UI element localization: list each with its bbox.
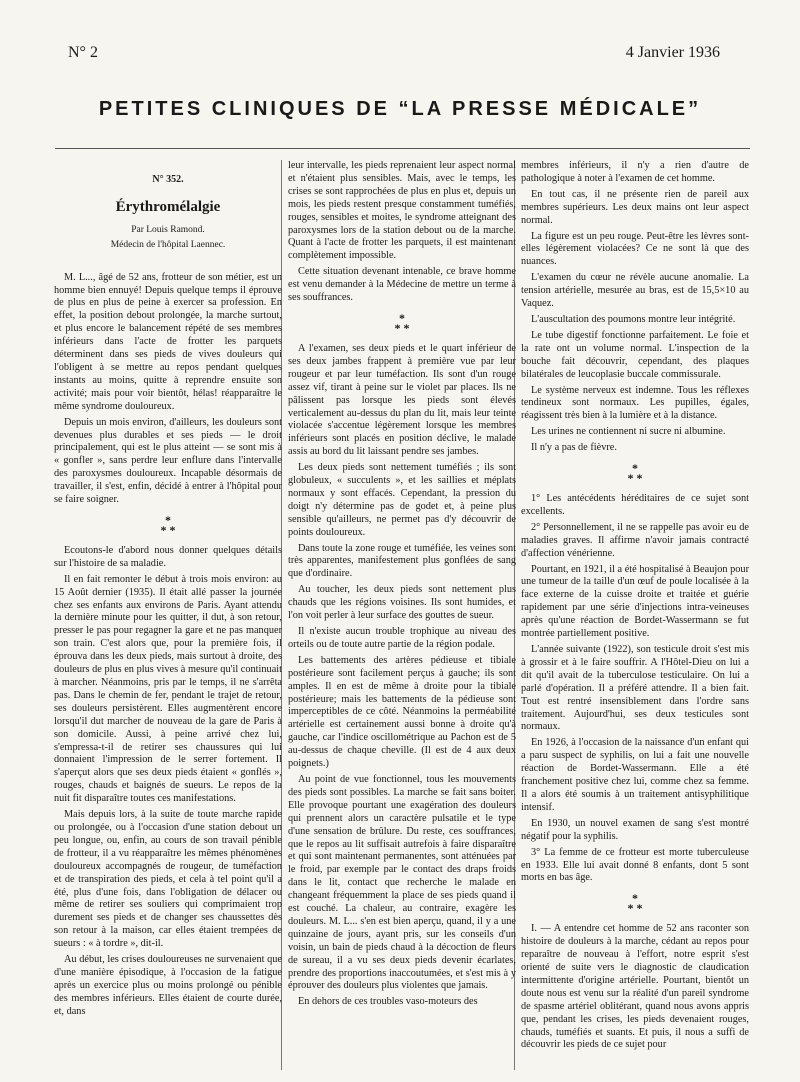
issue-date: 4 Janvier 1936 (625, 44, 720, 61)
masthead-title: PETITES CLINIQUES DE “LA PRESSE MÉDICALE” (98, 98, 702, 120)
paragraph: L'auscultation des poumons montre leur intégrité. (531, 313, 736, 325)
paragraph: Cette situation devenant intenable, ce brave homme est venu demander à la Médecine de mettre un terme à ses souffrances. (288, 266, 516, 304)
paragraph: Ecoutons-le d'abord nous donner quelques détails sur l'histoire de sa maladie. (54, 544, 282, 569)
paragraph: Depuis un mois environ, d'ailleurs, les douleurs sont devenues plus durables et ses pieds — le droit principalement, qui est le plus atteint — se sont mis à « gonfler », sans perdre leur enflure dans l'intervalle des paroxysmes douloureux. Incapable désormais de travailler, il s'est, enfin, décidé à entrer à l'hôpital pour se faire soigner. (54, 416, 282, 506)
paragraph: Le tube digestif fonctionne parfaitement. Le foie et la rate ont un volume normal. L'inspection de la bouche fait découvrir, cependant, des plaques bilatérales de leucoplasie buccale commissurale. (521, 329, 749, 380)
issue-number: N° 2 (68, 44, 98, 61)
paragraph: Pourtant, en 1921, il a été hospitalisé à Beaujon pour une tumeur de la taille d'un œuf de poule localisée à la face externe de la cuisse droite et traitée et guérie rapidement par une série d'injections intra-veineuses après qu'une réaction de Bordet-Wassermann se fut montrée partiellement positive. (521, 563, 749, 640)
section-separator: * * * (160, 512, 176, 537)
paragraph: En tout cas, il ne présente rien de pareil aux membres supérieurs. Les deux mains ont leur aspect normal. (521, 188, 749, 226)
paragraph: leur intervalle, les pieds reprenaient leur aspect normal et n'étaient plus sensibles. Mais, avec le temps, les crises se sont rapprochées de plus en plus et, depuis un mois, les pieds restent presque constamment tuméfiés, rouges, sensibles et moites, le syndrome atteignant des paroxysmes lors de la station debout ou de la marche. Quant à l'acte de frotter les parquets, il est maintenant complètement impossible. (288, 160, 516, 262)
section-separator: * * * (627, 461, 643, 486)
paragraph: 2° Personnellement, il ne se rappelle pas avoir eu de maladies graves. Il affirme n'avoir jamais contracté d'affection vénérienne. (521, 521, 749, 559)
paragraph: I. — A entendre cet homme de 52 ans raconter son histoire de douleurs à la marche, cédant au repos pour reparaître de nouveau à l'effort, notre esprit s'est orienté de suite vers le diagnostic de claudication intermittente d'origine artérielle. Pourtant, bientôt un doute nous est venu sur la réalité d'un pareil syndrome de spasme artériel oblitérant, quand nous avons appris que, pendant les crises, les pieds devenaient rouges, chauds, tuméfiés et suants. Et puis, il nous a suffi de découvrir les pieds de ce sujet pour (521, 923, 749, 1051)
column-2 (288, 160, 516, 1070)
paragraph: Les urines ne contiennent ni sucre ni albumine. (531, 426, 726, 438)
paragraph: Au point de vue fonctionnel, tous les mouvements des pieds sont possibles. La marche se fait sans boiter. Elle provoque pourtant une exagération des douleurs qui prennent alors un caractère pulsatile et le type d'une sensation de brûlure. Du reste, ces souffrances, que le repos au lit suffisait autrefois à faire disparaître et qui sont maintenant permanentes, sont atténuées par le froid, par exemple par le contact des draps froids dans le lit, contact que recherche le malade en changeant fréquemment la place de ses pieds quand il est couché. La chaleur, au contraire, exagère les douleurs. M. L... s'en est bien aperçu, quand, il y a une quinzaine de jours, ayant pris, sur les conseils d'un voisin, un bain de pieds chaud à la décoction de fleurs de sureau, il a vu ses deux pieds devenir écarlates, prendre des proportions inaccoutumées, et s'est mis à y éprouver des douleurs plus violentes que jamais. (288, 773, 516, 992)
article-title: Érythromélalgie (115, 198, 221, 215)
article-number: N° 352. (152, 174, 184, 185)
paragraph: Au toucher, les deux pieds sont nettement plus chauds que les régions voisines. Ils sont humides, et l'on voit perler à leur surface des gouttes de sueur. (288, 584, 516, 622)
paragraph: La figure est un peu rouge. Peut-être les lèvres sont-elles légèrement violacées? Ce ne sont là que des nuances. (521, 230, 749, 268)
paragraph: membres inférieurs, il n'y a rien d'autre de pathologique à noter à l'examen de cet homme. (521, 160, 749, 184)
paragraph: Il en fait remonter le début à trois mois environ: au 15 Août dernier (1935). Il était allé passer la journée chez ses enfants aux environs de Paris. Ayant attendu la dernière minute pour les quitter, il dut, à son retour, presser le pas pour regagner la gare et ne pas manquer son train. C'est alors que, pour la première fois, il éprouva dans les deux pieds, mais surtout à droite, des douleurs de plus en plus vives à mesure qu'il continuait à marcher. Néanmoins, pris par le temps, il ne s'arrêta pas. Dans le chemin de fer, pendant le trajet de retour, ses douleurs persistèrent. Elles augmentèrent encore lorsqu'il dut marcher de nouveau de la gare de Paris à son domicile. Aussi, à peine arrivé chez lui, s'empressa-t-il de retirer ses chaussures qui lui donnaient l'impression de le serrer fortement. Il s'aperçut alors que ses deux pieds étaient « gonflés », rouges, chauds et baignés de sueurs. Le repos de la nuit fit disparaître toutes ces manifestations. (54, 573, 282, 805)
section-separator: * * * (627, 891, 643, 916)
paragraph: En dehors de ces troubles vaso-moteurs des (298, 996, 478, 1008)
column-1 (54, 160, 282, 1070)
column-3 (521, 160, 749, 1070)
paragraph: 3° La femme de ce frotteur est morte tuberculeuse en 1933. Elle lui avait donné 8 enfants, dont 5 sont morts en bas âge. (521, 846, 749, 884)
paragraph: Il n'y a pas de fièvre. (531, 442, 617, 454)
paragraph: Les battements des artères pédieuse et tibiale postérieure sont facilement perçus à gauche; ils sont amples. Il en est de même à droite pour la tibiale postérieure; mais les battements de la pédieuse sont imperceptibles de ce côté. Néanmoins la perméabilité artérielle est certainement aussi bonne à droite qu'à gauche, car l'indice oscillométrique au Pachon est de 5 au-dessus de chaque cheville. (Il est de 4 aux deux poignets.) (288, 654, 516, 770)
header-rule (55, 148, 750, 149)
paragraph: L'examen du cœur ne révèle aucune anomalie. La tension artérielle, mesurée au bras, est de 15,5×10 au Vaquez. (521, 272, 749, 310)
paragraph: Les deux pieds sont nettement tuméfiés ; ils sont globuleux, « succulents », et les saillies et méplats normaux y sont effacés. Cependant, la pression du doigt n'y détermine pas de godet et, à peine plus sensible qu'ailleurs, ne permet pas d'y découvrir de points douloureux. (288, 462, 516, 538)
paragraph: Dans toute la zone rouge et tuméfiée, les veines sont très apparentes, manifestement plus gonflées de sang que d'ordinaire. (288, 542, 516, 580)
paragraph: M. L..., âgé de 52 ans, frotteur de son métier, est un homme bien ennuyé! Depuis quelque temps il éprouve de plus en plus de peine à exercer sa profession. En effet, la position debout prolongée, la marche surtout, et plus encore le balancement répété de ses membres inférieurs dans l'acte de frotter les parquets déterminent dans ses pieds de vives douleurs qui l'obligent à se mettre au repos pendant quelques instants au moins, quitte à reprendre ensuite son activité; mais pour voir bientôt, hélas! réapparaître le même syndrome douloureux. (54, 271, 282, 412)
author-affiliation: Médecin de l'hôpital Laennec. (110, 239, 226, 250)
paragraph: En 1930, un nouvel examen de sang s'est montré négatif pour la syphilis. (521, 817, 749, 842)
paragraph: Mais depuis lors, à la suite de toute marche rapide ou prolongée, ou à l'occasion d'une station debout un peu longue, ou, enfin, au cours de son travail pénible de frotteur, il a vu réapparaître les mêmes phénomènes douloureux accompagnés de rougeur, de tuméfaction et de transpiration des pieds, et cela à tel point qu'il a été, plus d'une fois, dans l'obligation de délacer ou même de retirer ses souliers qui comprimaient trop durement ses pieds et de changer ses chaussettes dès son retour à la maison, car elles étaient trempées de sueurs : « à tordre », dit-il. (54, 809, 282, 950)
paragraph: Au début, les crises douloureuses ne survenaient que d'une manière épisodique, à l'occasion de la fatigue après un exercice plus ou moins prolongé ou pénible des membres inférieurs. Elles étaient de courte durée, et, dans (54, 954, 282, 1017)
section-separator: * * * (394, 310, 410, 335)
paragraph: Le système nerveux est indemne. Tous les réflexes tendineux sont normaux. Les pupilles, égales, réagissent très bien à la lumière et à la distance. (521, 384, 749, 422)
paragraph: 1° Les antécédents héréditaires de ce sujet sont excellents. (521, 493, 749, 517)
paragraph: A l'examen, ses deux pieds et le quart inférieur de ses deux jambes frappent à première vue par leur rougeur et par leur tuméfaction. Ils sont d'un rouge assez vif, tirant à peine sur le violet par places. Ils ne pâlissent pas lorsque les pieds sont élevés verticalement au-dessus du plan du lit, mais leur teinte violacée s'accentue légèrement lorsque les membres inférieurs sont placés en position déclive, le malade assis au bord du lit laissant pendre ses jambes. (288, 342, 516, 458)
paragraph: En 1926, à l'occasion de la naissance d'un enfant qui a paru suspect de syphilis, on lui a fait une nouvelle réaction de Bordet-Wassermann. Elle a été franchement positive chez lui, comme chez sa femme. Il a alors été soumis à un traitement antisyphilitique intensif. (521, 737, 749, 813)
article-author: Par Louis Ramond. (131, 224, 205, 235)
paragraph: L'année suivante (1922), son testicule droit s'est mis à grossir et à le faire souffrir. A l'Hôtel-Dieu on lui a dit qu'il avait de la tuberculose testiculaire. On lui a parlé d'opération. Il a préféré attendre. Il a bien fait. Tout est rentré insensiblement dans l'ordre sans traitement. Aujourd'hui, ses deux testicules sont normaux. (521, 644, 749, 733)
paragraph: Il n'existe aucun trouble trophique au niveau des orteils ou de toute autre partie de la région podale. (288, 626, 516, 650)
